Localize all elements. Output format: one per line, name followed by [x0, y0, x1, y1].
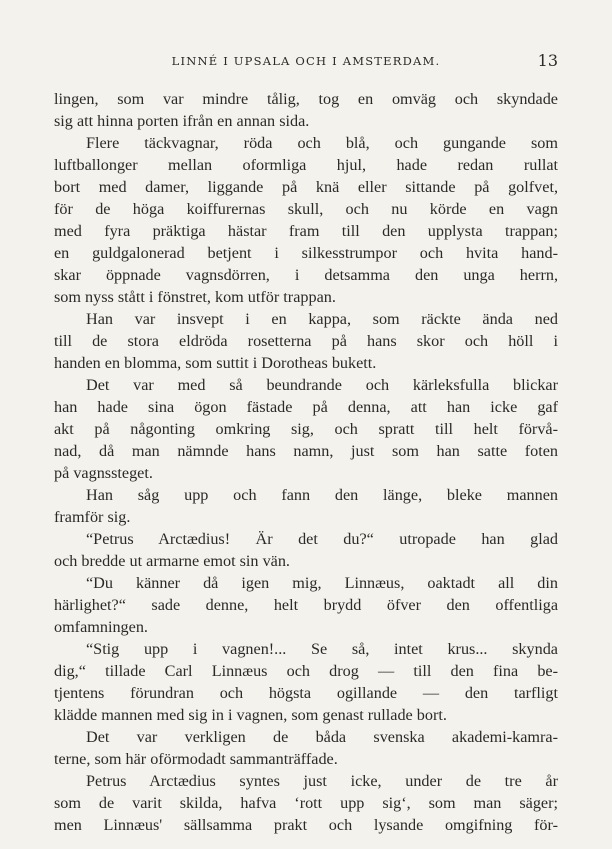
text-line: “Du känner då igen mig, Linnæus, oaktadt all din: [86, 574, 558, 592]
text-line: Flere täckvagnar, röda och blå, och gungande som: [86, 134, 558, 152]
text-line: luftballonger mellan oformliga hjul, hade redan rullat: [54, 156, 558, 174]
text-line: tjentens förundran och högsta ogillande — den tarfligt: [54, 684, 558, 702]
text-line: sig att hinna porten ifrån en annan sida.: [54, 112, 310, 130]
text-line: med fyra präktiga hästar fram till den upplysta trappan;: [54, 222, 558, 240]
text-line: till de stora eldröda rosetterna på hans skor och höll i: [54, 332, 558, 350]
text-line: dig,“ tillade Carl Linnæus och drog — till den fina be-: [54, 662, 558, 680]
page-number: 13: [537, 51, 558, 70]
text-line: “Stig upp i vagnen!... Se så, intet krus... skynda: [86, 640, 558, 658]
text-line: på vagnssteget.: [54, 464, 153, 482]
text-line: lingen, som var mindre tålig, tog en omväg och skyndade: [54, 90, 558, 108]
body-text: [54, 88, 558, 836]
text-line: härlighet?“ sade denne, helt brydd öfver den offentliga: [54, 596, 558, 614]
text-line: han hade sina ögon fästade på denna, att han icke gaf: [54, 398, 558, 416]
text-line: som nyss stått i fönstret, kom utför trappan.: [54, 288, 336, 306]
text-line: klädde mannen med sig in i vagnen, som genast rullade bort.: [54, 706, 447, 724]
text-line: och bredde ut armarne emot sin vän.: [54, 552, 290, 570]
text-line: en guldgalonerad betjent i silkesstrumpor och hvita hand-: [54, 244, 558, 262]
text-line: framför sig.: [54, 508, 131, 526]
text-line: nad, då man nämnde hans namn, just som han satte foten: [54, 442, 558, 460]
running-header: [54, 52, 558, 74]
text-line: terne, som här oförmodadt sammanträffade.: [54, 750, 338, 768]
text-line: Det var med så beundrande och kärleksfulla blickar: [86, 376, 558, 394]
text-line: för de höga koiffurernas skull, och nu körde en vagn: [54, 200, 558, 218]
running-title: LINNÉ I UPSALA OCH I AMSTERDAM.: [171, 54, 441, 68]
text-line: handen en blomma, som suttit i Dorotheas bukett.: [54, 354, 377, 372]
text-line: Det var verkligen de båda svenska akademi-kamra-: [86, 728, 558, 746]
text-line: bort med damer, liggande på knä eller sittande på golfvet,: [54, 178, 558, 196]
text-line: “Petrus Arctædius! Är det du?“ utropade han glad: [86, 530, 558, 548]
text-line: som de varit skilda, hafva ‘rott upp sig‘, som man säger;: [54, 794, 558, 812]
text-line: skar öppnade vagnsdörren, i detsamma den unga herrn,: [54, 266, 558, 284]
text-line: Petrus Arctædius syntes just icke, under de tre år: [86, 772, 558, 790]
text-line: akt på någonting omkring sig, och spratt till helt förvå-: [54, 420, 558, 438]
text-line: Han såg upp och fann den länge, bleke mannen: [86, 486, 558, 504]
text-line: omfamningen.: [54, 618, 148, 636]
text-line: men Linnæus' sällsamma prakt och lysande omgifning för-: [54, 816, 558, 834]
text-line: Han var insvept i en kappa, som räckte ända ned: [86, 310, 558, 328]
